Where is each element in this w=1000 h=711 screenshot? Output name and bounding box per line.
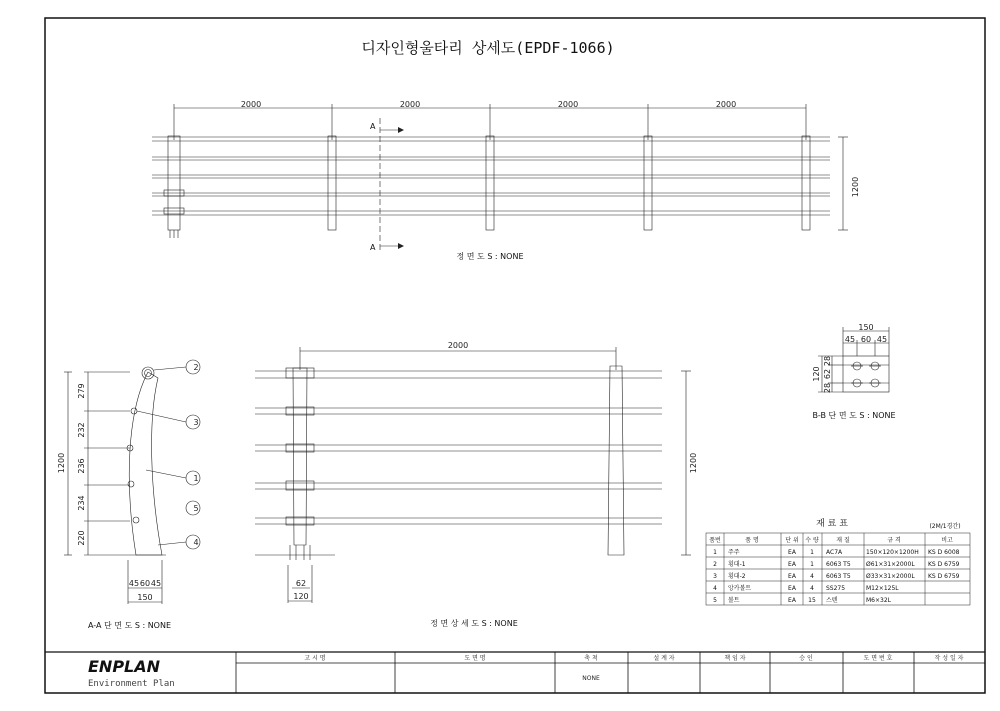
cell: Ø61×31×2000L	[866, 561, 915, 568]
bb-side-dim-1: 28	[823, 355, 832, 367]
materials-row-2	[713, 560, 960, 568]
aa-seg-5: 220	[77, 530, 86, 546]
callout-1: 1	[193, 474, 199, 483]
col-remark: 비고	[941, 537, 953, 544]
detail-caption: 정 면 상 세 도 S : NONE	[430, 619, 518, 628]
detail-post-dim-2: 120	[293, 592, 309, 601]
bb-top-dim-1: 45	[844, 335, 856, 344]
cell: EA	[788, 597, 796, 604]
tb-approval: 승 인	[799, 655, 813, 662]
cell: 횡대-2	[728, 573, 746, 580]
materials-note: (2M/1경간)	[929, 523, 961, 530]
cell: 2	[713, 561, 717, 568]
cell: 15	[808, 597, 816, 604]
bb-side-dim-3: 28	[823, 382, 832, 394]
company-subtitle: Environment Plan	[88, 679, 175, 689]
cell: KS D 6759	[928, 561, 960, 568]
col-material: 재 질	[836, 537, 850, 544]
cell: KS D 6008	[928, 549, 960, 556]
col-qty: 수 량	[805, 537, 819, 544]
cell: 1	[713, 549, 717, 556]
front-span-3: 2000	[557, 100, 579, 109]
aa-base-width: 150	[137, 593, 153, 602]
materials-row-3	[713, 572, 960, 580]
cell: M6×32L	[866, 597, 891, 604]
aa-base-dim-2: 60	[139, 579, 151, 588]
aa-caption: A-A 단 면 도 S : NONE	[88, 621, 172, 630]
detail-view	[255, 347, 691, 603]
bb-top-width: 150	[858, 323, 874, 332]
materials-row-1	[713, 548, 960, 556]
front-span-1: 2000	[240, 100, 262, 109]
drawing-title: 디자인형울타리 상세도(EPDF-1066)	[361, 39, 615, 57]
front-span-2: 2000	[399, 100, 421, 109]
bb-side-dim-2: 62	[823, 368, 832, 380]
materials-header	[709, 536, 953, 544]
front-height: 1200	[851, 176, 860, 198]
cell: EA	[788, 573, 796, 580]
aa-seg-1: 279	[77, 383, 86, 399]
front-span-4: 2000	[715, 100, 737, 109]
cell: Ø33×31×2000L	[866, 573, 915, 580]
materials-title: 재 료 표	[816, 519, 848, 529]
cell: M12×125L	[866, 585, 899, 592]
detail-height: 1200	[689, 452, 698, 474]
bb-top-dim-3: 45	[876, 335, 888, 344]
cell: SS275	[826, 585, 846, 592]
tb-drawing-name: 도 면 명	[464, 655, 486, 662]
tb-designer: 설 계 자	[653, 655, 675, 662]
cell: 스텐	[826, 597, 838, 604]
callout-4: 4	[193, 538, 199, 547]
cell: 6063 T5	[826, 561, 851, 568]
front-view	[152, 104, 848, 250]
cell: 150×120×1200H	[866, 549, 919, 556]
bb-side-height: 120	[812, 366, 821, 382]
col-unit: 단 위	[785, 537, 799, 544]
cell: 5	[713, 597, 717, 604]
cell: EA	[788, 549, 796, 556]
cell: EA	[788, 561, 796, 568]
cell: 4	[810, 573, 814, 580]
cell: 6063 T5	[826, 573, 851, 580]
cell: AC7A	[826, 549, 843, 556]
aa-total-height: 1200	[57, 452, 66, 474]
cell: 1	[810, 561, 814, 568]
cell: KS D 6759	[928, 573, 960, 580]
aa-base-dim-1: 45	[128, 579, 140, 588]
tb-scale-value: NONE	[582, 675, 600, 682]
col-no: 품번	[709, 537, 721, 544]
col-name: 품 명	[745, 537, 759, 544]
callout-3: 3	[193, 418, 199, 427]
callout-2: 2	[193, 363, 199, 372]
bb-top-dim-2: 60	[860, 335, 872, 344]
aa-seg-4: 234	[77, 495, 86, 511]
bb-caption: B-B 단 면 도 S : NONE	[812, 411, 896, 420]
company-logo: ENPLAN	[88, 657, 161, 676]
cell: 3	[713, 573, 717, 580]
aa-seg-3: 236	[77, 458, 86, 474]
cell: EA	[788, 585, 796, 592]
materials-row-4	[713, 584, 899, 592]
aa-base-dim-3: 45	[150, 579, 162, 588]
section-mark-top: A	[370, 122, 376, 131]
tb-scale: 축 척	[584, 655, 598, 662]
aa-seg-2: 232	[77, 422, 86, 438]
section-mark-bottom: A	[370, 243, 376, 252]
col-spec: 규 격	[887, 537, 901, 544]
detail-post-dim-1: 62	[295, 579, 307, 588]
cell: 4	[713, 585, 717, 592]
callout-5: 5	[193, 504, 199, 513]
tb-project-name: 고 시 명	[304, 655, 326, 662]
cell: 횡대-1	[728, 561, 746, 568]
tb-manager: 책 임 자	[724, 655, 746, 662]
detail-span: 2000	[447, 341, 469, 350]
front-view-caption: 정 면 도 S : NONE	[456, 252, 524, 261]
tb-drawing-number: 도 면 번 호	[863, 655, 893, 662]
cell: 앙카볼트	[728, 585, 752, 592]
materials-row-5	[713, 596, 892, 604]
title-block	[45, 652, 985, 693]
cell: 주주	[728, 549, 740, 556]
cell: 볼트	[728, 597, 740, 604]
tb-date: 작 성 일 자	[934, 655, 964, 662]
cell: 4	[810, 585, 814, 592]
cell: 1	[810, 549, 814, 556]
